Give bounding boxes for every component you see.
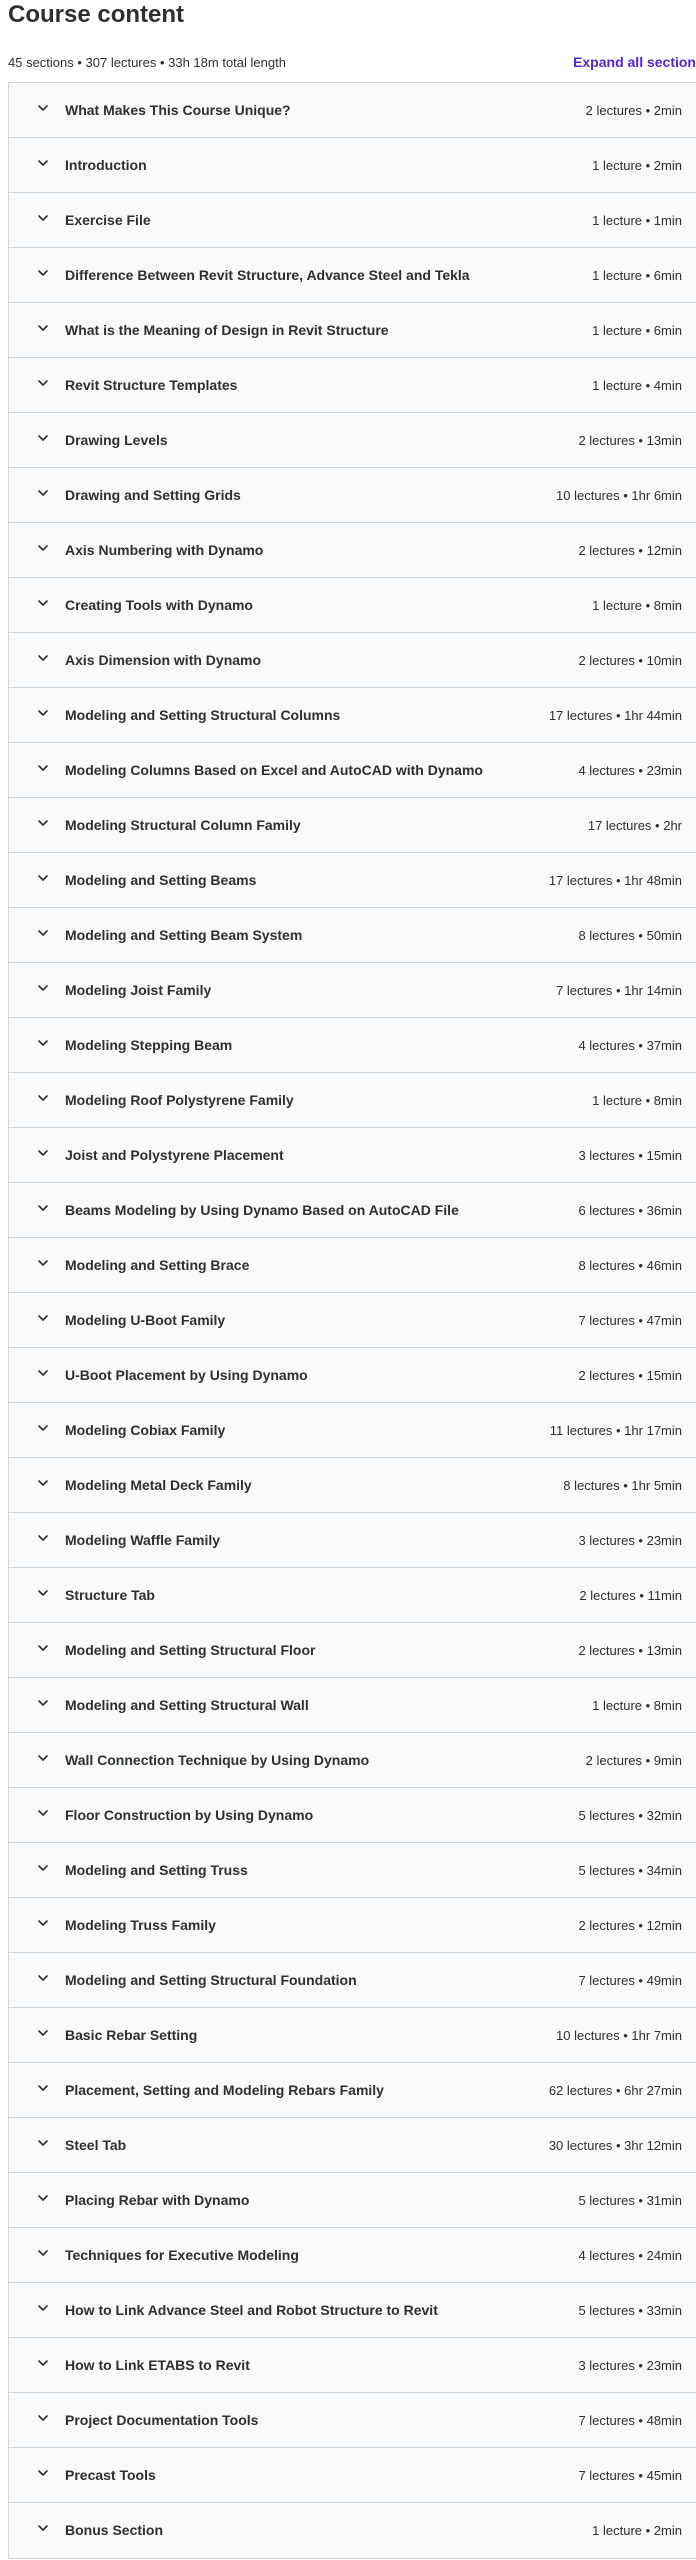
section-title: Axis Dimension with Dynamo xyxy=(65,652,262,668)
section-row[interactable] xyxy=(9,193,696,248)
section-row[interactable] xyxy=(9,1183,696,1238)
section-title: Revit Structure Templates xyxy=(65,377,238,393)
chevron-down-icon xyxy=(36,1861,50,1875)
section-row[interactable] xyxy=(9,1513,696,1568)
section-title: What Makes This Course Unique? xyxy=(65,102,291,118)
section-row[interactable] xyxy=(9,2228,696,2283)
section-row[interactable] xyxy=(9,303,696,358)
section-row[interactable] xyxy=(9,1898,696,1953)
section-meta: 1 lecture • 8min xyxy=(592,1093,682,1108)
section-title: Modeling and Setting Structural Wall xyxy=(65,1697,309,1713)
chevron-down-icon xyxy=(36,1916,50,1930)
section-meta: 5 lectures • 32min xyxy=(578,1808,682,1823)
section-row[interactable] xyxy=(9,1348,696,1403)
section-meta: 8 lectures • 46min xyxy=(578,1258,682,1273)
section-row[interactable] xyxy=(9,688,696,743)
chevron-down-icon xyxy=(36,2411,50,2425)
section-row[interactable] xyxy=(9,1458,696,1513)
section-meta: 5 lectures • 34min xyxy=(578,1863,682,1878)
chevron-down-icon xyxy=(36,1256,50,1270)
chevron-down-icon xyxy=(36,706,50,720)
page-title: Course content xyxy=(8,1,185,28)
chevron-down-icon xyxy=(36,1476,50,1490)
section-meta: 17 lectures • 1hr 48min xyxy=(548,873,682,888)
section-title: Joist and Polystyrene Placement xyxy=(65,1147,284,1163)
section-meta: 1 lecture • 8min xyxy=(592,1698,682,1713)
chevron-down-icon xyxy=(36,2521,50,2535)
section-title: Bonus Section xyxy=(65,2522,164,2538)
section-meta: 7 lectures • 45min xyxy=(578,2468,682,2483)
section-meta: 10 lectures • 1hr 6min xyxy=(556,488,682,503)
chevron-down-icon xyxy=(36,156,50,170)
section-title: Introduction xyxy=(65,157,147,173)
section-row[interactable] xyxy=(9,2338,696,2393)
section-title: Modeling Waffle Family xyxy=(65,1532,221,1548)
chevron-down-icon xyxy=(36,1091,50,1105)
section-meta: 4 lectures • 23min xyxy=(578,763,682,778)
section-meta: 62 lectures • 6hr 27min xyxy=(548,2083,682,2098)
section-meta: 4 lectures • 37min xyxy=(578,1038,682,1053)
chevron-down-icon xyxy=(36,486,50,500)
section-meta: 7 lectures • 49min xyxy=(578,1973,682,1988)
section-row[interactable] xyxy=(9,1788,696,1843)
section-title: Modeling U-Boot Family xyxy=(65,1312,226,1328)
section-row[interactable] xyxy=(9,1073,696,1128)
section-row[interactable] xyxy=(9,1018,696,1073)
section-title: What is the Meaning of Design in Revit Structure xyxy=(65,322,389,338)
section-title: How to Link Advance Steel and Robot Structure to Revit xyxy=(65,2302,438,2318)
section-meta: 2 lectures • 9min xyxy=(585,1753,682,1768)
chevron-down-icon xyxy=(36,1366,50,1380)
section-row[interactable] xyxy=(9,138,696,193)
chevron-down-icon xyxy=(36,1751,50,1765)
section-meta: 2 lectures • 13min xyxy=(578,433,682,448)
section-meta: 7 lectures • 48min xyxy=(578,2413,682,2428)
chevron-down-icon xyxy=(36,1971,50,1985)
section-title: Modeling and Setting Beam System xyxy=(65,927,303,943)
chevron-down-icon xyxy=(36,101,50,115)
section-title: Beams Modeling by Using Dynamo Based on AutoCAD File xyxy=(65,1202,459,1218)
chevron-down-icon xyxy=(36,2246,50,2260)
section-meta: 5 lectures • 31min xyxy=(578,2193,682,2208)
chevron-down-icon xyxy=(36,2081,50,2095)
section-meta: 2 lectures • 11min xyxy=(579,1588,682,1603)
section-row[interactable] xyxy=(9,1128,696,1183)
course-summary-bar xyxy=(8,52,696,74)
section-row[interactable] xyxy=(9,1238,696,1293)
section-row[interactable] xyxy=(9,1623,696,1678)
chevron-down-icon xyxy=(36,2466,50,2480)
section-meta: 2 lectures • 12min xyxy=(578,543,682,558)
section-row[interactable] xyxy=(9,1293,696,1348)
section-meta: 1 lecture • 2min xyxy=(592,158,682,173)
section-row[interactable] xyxy=(9,743,696,798)
section-meta: 1 lecture • 8min xyxy=(592,598,682,613)
section-row[interactable] xyxy=(9,523,696,578)
section-title: Creating Tools with Dynamo xyxy=(65,597,253,613)
section-row[interactable] xyxy=(9,578,696,633)
section-row[interactable] xyxy=(9,2173,696,2228)
chevron-down-icon xyxy=(36,651,50,665)
section-meta: 1 lecture • 6min xyxy=(592,323,682,338)
section-meta: 11 lectures • 1hr 17min xyxy=(549,1423,682,1438)
section-title: Axis Numbering with Dynamo xyxy=(65,542,264,558)
section-meta: 2 lectures • 10min xyxy=(578,653,682,668)
section-meta: 8 lectures • 1hr 5min xyxy=(563,1478,682,1493)
section-row[interactable] xyxy=(9,963,696,1018)
section-meta: 7 lectures • 47min xyxy=(578,1313,682,1328)
section-title: Drawing Levels xyxy=(65,432,168,448)
section-row[interactable] xyxy=(9,1953,696,2008)
chevron-down-icon xyxy=(36,1696,50,1710)
section-title: Modeling Cobiax Family xyxy=(65,1422,226,1438)
section-row[interactable] xyxy=(9,1843,696,1898)
expand-all-button[interactable]: Expand all section xyxy=(573,54,696,70)
section-row[interactable] xyxy=(9,1678,696,1733)
chevron-down-icon xyxy=(36,1146,50,1160)
section-row[interactable] xyxy=(9,468,696,523)
section-row[interactable] xyxy=(9,2503,696,2558)
section-meta: 17 lectures • 1hr 44min xyxy=(548,708,682,723)
section-title: Modeling and Setting Structural Floor xyxy=(65,1642,316,1658)
section-meta: 2 lectures • 2min xyxy=(585,103,682,118)
section-meta: 17 lectures • 2hr xyxy=(587,818,682,833)
section-meta: 1 lecture • 2min xyxy=(592,2523,682,2538)
section-meta: 3 lectures • 23min xyxy=(578,2358,682,2373)
section-title: Modeling and Setting Structural Foundation xyxy=(65,1972,357,1988)
section-meta: 1 lecture • 6min xyxy=(592,268,682,283)
chevron-down-icon xyxy=(36,981,50,995)
section-meta: 2 lectures • 12min xyxy=(578,1918,682,1933)
section-row[interactable] xyxy=(9,2448,696,2503)
section-meta: 10 lectures • 1hr 7min xyxy=(556,2028,682,2043)
chevron-down-icon xyxy=(36,1311,50,1325)
chevron-down-icon xyxy=(36,596,50,610)
section-title: How to Link ETABS to Revit xyxy=(65,2357,250,2373)
section-title: Wall Connection Technique by Using Dynamo xyxy=(65,1752,370,1768)
chevron-down-icon xyxy=(36,761,50,775)
chevron-down-icon xyxy=(36,1036,50,1050)
section-title: Modeling and Setting Beams xyxy=(65,872,257,888)
section-title: Modeling Truss Family xyxy=(65,1917,216,1933)
section-meta: 6 lectures • 36min xyxy=(578,1203,682,1218)
section-title: Modeling Roof Polystyrene Family xyxy=(65,1092,294,1108)
section-title: Modeling Joist Family xyxy=(65,982,212,998)
section-row[interactable] xyxy=(9,2393,696,2448)
section-title: Placement, Setting and Modeling Rebars Family xyxy=(65,2082,384,2098)
section-list xyxy=(8,82,696,2559)
section-meta: 5 lectures • 33min xyxy=(578,2303,682,2318)
section-row[interactable] xyxy=(9,413,696,468)
section-meta: 4 lectures • 24min xyxy=(578,2248,682,2263)
section-title: Modeling Stepping Beam xyxy=(65,1037,233,1053)
section-meta: 8 lectures • 50min xyxy=(578,928,682,943)
section-title: Steel Tab xyxy=(65,2137,127,2153)
section-title: Exercise File xyxy=(65,212,151,228)
section-title: Modeling Structural Column Family xyxy=(65,817,301,833)
chevron-down-icon xyxy=(36,266,50,280)
chevron-down-icon xyxy=(36,1806,50,1820)
section-row[interactable] xyxy=(9,2063,696,2118)
chevron-down-icon xyxy=(36,2301,50,2315)
section-row[interactable] xyxy=(9,908,696,963)
section-row[interactable] xyxy=(9,853,696,908)
chevron-down-icon xyxy=(36,431,50,445)
section-row[interactable] xyxy=(9,1403,696,1458)
section-title: U-Boot Placement by Using Dynamo xyxy=(65,1367,308,1383)
section-title: Modeling and Setting Truss xyxy=(65,1862,248,1878)
section-title: Precast Tools xyxy=(65,2467,156,2483)
chevron-down-icon xyxy=(36,1201,50,1215)
chevron-down-icon xyxy=(36,1531,50,1545)
section-title: Techniques for Executive Modeling xyxy=(65,2247,299,2263)
chevron-down-icon xyxy=(36,871,50,885)
section-meta: 1 lecture • 4min xyxy=(592,378,682,393)
section-meta: 3 lectures • 15min xyxy=(578,1148,682,1163)
chevron-down-icon xyxy=(36,816,50,830)
chevron-down-icon xyxy=(36,2191,50,2205)
course-summary: 45 sections • 307 lectures • 33h 18m total length xyxy=(8,55,286,70)
section-meta: 2 lectures • 15min xyxy=(578,1368,682,1383)
chevron-down-icon xyxy=(36,2026,50,2040)
section-meta: 1 lecture • 1min xyxy=(592,213,682,228)
section-meta: 3 lectures • 23min xyxy=(578,1533,682,1548)
section-row[interactable] xyxy=(9,2283,696,2338)
section-meta: 30 lectures • 3hr 12min xyxy=(548,2138,682,2153)
section-row[interactable] xyxy=(9,1733,696,1788)
section-title: Modeling Columns Based on Excel and AutoCAD with Dynamo xyxy=(65,762,483,778)
section-row[interactable] xyxy=(9,358,696,413)
section-row[interactable] xyxy=(9,83,696,138)
section-row[interactable] xyxy=(9,1568,696,1623)
section-meta: 7 lectures • 1hr 14min xyxy=(556,983,682,998)
section-row[interactable] xyxy=(9,798,696,853)
section-title: Project Documentation Tools xyxy=(65,2412,259,2428)
section-title: Modeling and Setting Brace xyxy=(65,1257,250,1273)
section-title: Floor Construction by Using Dynamo xyxy=(65,1807,314,1823)
section-meta: 2 lectures • 13min xyxy=(578,1643,682,1658)
section-row[interactable] xyxy=(9,2008,696,2063)
chevron-down-icon xyxy=(36,2136,50,2150)
chevron-down-icon xyxy=(36,376,50,390)
section-title: Difference Between Revit Structure, Advance Steel and Tekla xyxy=(65,267,470,283)
section-title: Placing Rebar with Dynamo xyxy=(65,2192,250,2208)
chevron-down-icon xyxy=(36,2356,50,2370)
section-row[interactable] xyxy=(9,2118,696,2173)
section-title: Structure Tab xyxy=(65,1587,155,1603)
section-title: Basic Rebar Setting xyxy=(65,2027,198,2043)
section-row[interactable] xyxy=(9,248,696,303)
chevron-down-icon xyxy=(36,1421,50,1435)
chevron-down-icon xyxy=(36,1586,50,1600)
section-title: Modeling Metal Deck Family xyxy=(65,1477,252,1493)
section-row[interactable] xyxy=(9,633,696,688)
section-title: Modeling and Setting Structural Columns xyxy=(65,707,341,723)
chevron-down-icon xyxy=(36,541,50,555)
chevron-down-icon xyxy=(36,926,50,940)
section-title: Drawing and Setting Grids xyxy=(65,487,241,503)
chevron-down-icon xyxy=(36,1641,50,1655)
chevron-down-icon xyxy=(36,321,50,335)
chevron-down-icon xyxy=(36,211,50,225)
